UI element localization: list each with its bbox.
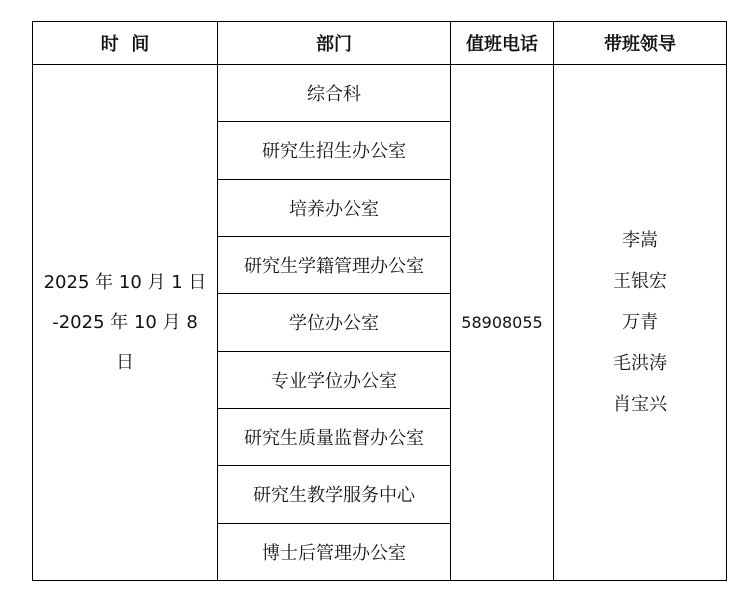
leader-name: 李嵩 [622, 230, 658, 251]
duty-leaders-cell [554, 65, 727, 581]
department-cell: 研究生学籍管理办公室 [218, 236, 451, 293]
department-cell: 研究生质量监督办公室 [218, 408, 451, 465]
header-phone: 值班电话 [451, 22, 554, 65]
department-cell: 研究生教学服务中心 [218, 466, 451, 523]
duty-schedule-table [32, 21, 727, 581]
leader-name: 毛洪涛 [613, 353, 667, 374]
duty-period-line-2: -2025 年 10 月 8 [52, 311, 198, 333]
department-cell: 培养办公室 [218, 179, 451, 236]
leader-name: 万青 [622, 312, 658, 333]
department-cell: 综合科 [218, 65, 451, 122]
department-cell: 学位办公室 [218, 294, 451, 351]
department-cell: 博士后管理办公室 [218, 523, 451, 580]
header-leader: 带班领导 [554, 22, 727, 65]
leader-name: 王银宏 [613, 271, 667, 292]
header-department: 部门 [218, 22, 451, 65]
header-row [33, 22, 727, 65]
table-row [33, 65, 727, 122]
duty-phone-cell: 58908055 [451, 65, 554, 581]
duty-period-line-1: 2025 年 10 月 1 日 [43, 271, 207, 293]
leader-name: 肖宝兴 [613, 394, 667, 415]
duty-period-cell [33, 65, 218, 581]
department-cell: 专业学位办公室 [218, 351, 451, 408]
duty-period-line-3: 日 [116, 351, 134, 373]
department-cell: 研究生招生办公室 [218, 122, 451, 179]
header-time: 时 间 [33, 22, 218, 65]
